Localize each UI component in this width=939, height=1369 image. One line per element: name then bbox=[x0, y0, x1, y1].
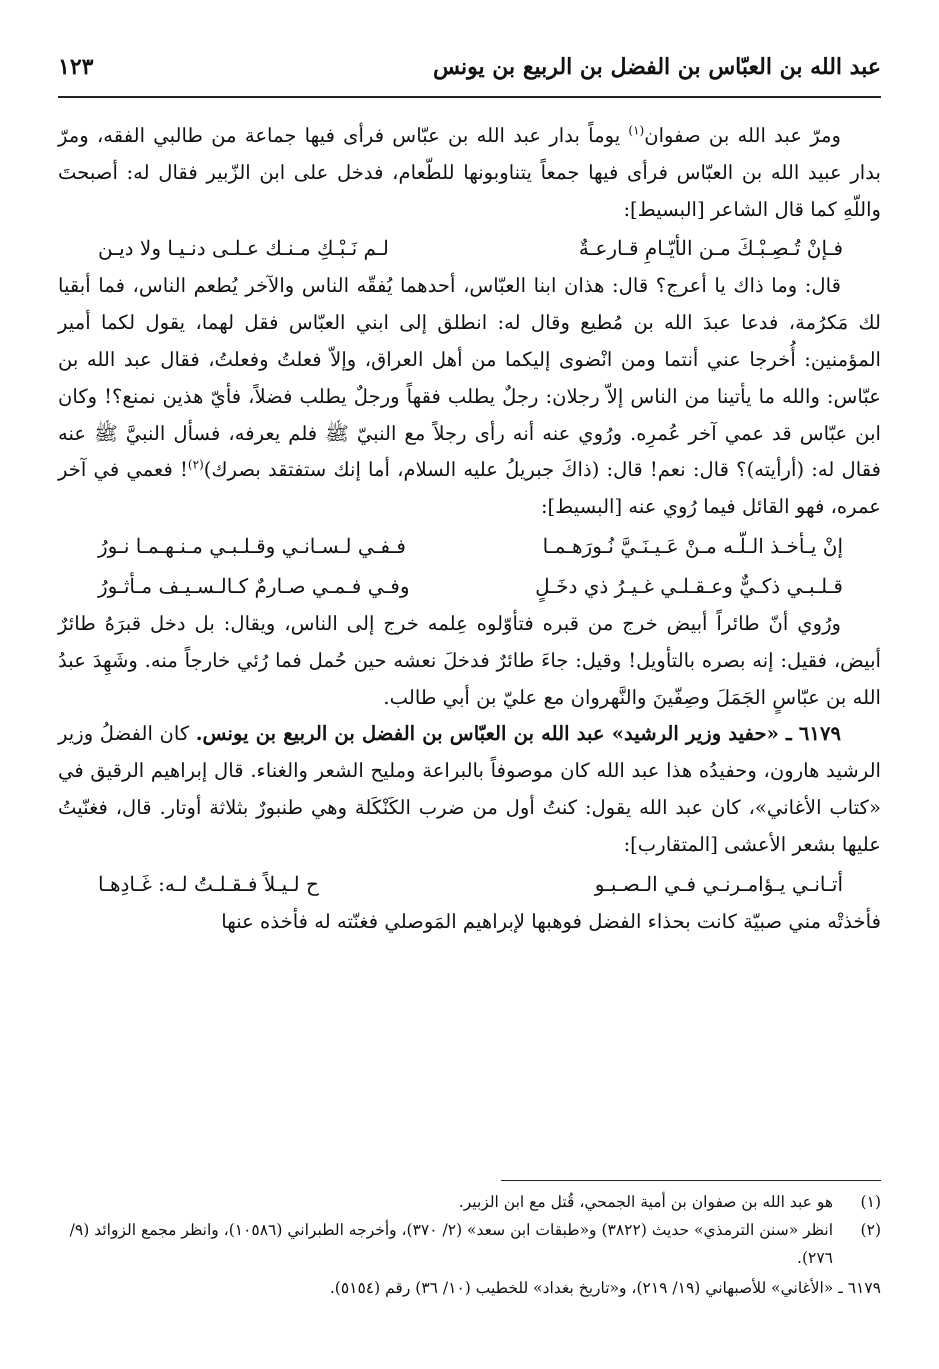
footnote-number: (٢) bbox=[860, 1221, 881, 1239]
footnote-ref: (١) bbox=[628, 123, 645, 138]
verse-hemistich-first: إنْ يـأخـذ الـلّـه مـنْ عَـيـنَـيَّ نُـورَهـمـا bbox=[542, 533, 843, 558]
footnote-text: هو عبد الله بن صفوان بن أمية الجمحي، قُتل مع ابن الزبير. bbox=[458, 1193, 833, 1211]
verse-line bbox=[58, 526, 881, 566]
verse-hemistich-second: وفـي فـمـي صـارمٌ كـالـسـيـف مـأثـورُ bbox=[98, 573, 410, 598]
verse-line bbox=[58, 566, 881, 606]
paragraph: فأخذتْه مني صبيّة كانت بحذاء الفضل فوهبها لإبراهيم المَوصلي فغنّته له فأخذه عنها bbox=[221, 909, 881, 933]
running-head bbox=[58, 54, 881, 80]
paragraph: ورُوي أنّ طائراً أبيض خرج من قبره فتأوّلوه عِلمه خرج إلى الناس، ويقال: بل دخل قبرَهُ طائرٌ أبيض، فقيل: إنه بصره بالتأويل! وقيل: جاءَ طائرٌ فدخلَ نعشه حين حُمل فما رُئي خارجاً منه. وشَهِدَ عبدُ الله بن عبّاسٍ الجَمَلَ وصِفّينَ والنَّهروان مع عليّ بن أبي طالب. bbox=[58, 611, 881, 709]
entry-title: ٦١٧٩ ـ «حفيد وزير الرشيد» عبد الله بن العبّاس بن الفضل بن الربيع بن يونس. bbox=[195, 722, 841, 746]
page-number: ١٢٣ bbox=[58, 54, 94, 80]
footnotes bbox=[58, 1188, 881, 1302]
main-text bbox=[58, 118, 881, 940]
verse-hemistich-second: لـم نَـبْـكِ مـنـك عـلـى دنـيـا ولا ديـن bbox=[98, 236, 389, 261]
footnote-rule bbox=[501, 1180, 881, 1181]
paragraph: ومرّ عبد الله بن صفوان$^{(١)}$ يوماً بدار عبد الله بن عبّاس فرأى فيها جماعة من طالبي الفقه، ومرّ بدار عبيد الله بن العبّاس فرأى فيها جمعاً يتناوبونها للطّعام، فدخل على ابن الزّبير فقال له: أصبحتَ واللّهِ كما قال الشاعر [البسيط]: bbox=[58, 123, 881, 221]
footnote bbox=[58, 1216, 881, 1272]
verse-hemistich-first: قـلـبـي ذكـيٌّ وعـقـلـي غـيـرُ ذي دخَـلٍ bbox=[535, 573, 843, 598]
entry-paragraph: ٦١٧٩ ـ «حفيد وزير الرشيد» عبد الله بن العبّاس بن الفضل بن الربيع بن يونس. كان الفضلُ وزير الرشيد هارون، وحفيدُه هذا عبد الله كان موصوفاً بالبراعة ومليح الشعر والغناء. قال إبراهيم الرقيق في «كتاب الأغاني»، كان عبد الله يقول: كنتُ أول من ضرب الكَنْكَلة وهي طنبورٌ بثلاثة أوتار. قال، فغنّيتُ عليها بشعر الأعشى [المتقارب]: bbox=[58, 722, 881, 856]
page bbox=[58, 0, 881, 1369]
footnote-text: انظر «سنن الترمذي» حديث (٣٨٢٢) و«طبقات ابن سعد» (٢/ ٣٧٠)، وأخرجه الطبراني (١٠٥٨٦)، وانظر مجمع الزوائد (٩/ ٢٧٦). bbox=[69, 1221, 833, 1267]
verse-hemistich-first: فـإنْ تُـصِـبْـكَ مـن الأيّـامِ قـارعـةٌ bbox=[578, 236, 843, 261]
verse-hemistich-first: أتـانـي يـؤامـرنـي فـي الـصـبـو bbox=[594, 871, 843, 896]
footnote bbox=[58, 1188, 881, 1216]
header-rule bbox=[58, 96, 881, 98]
verse-line bbox=[58, 864, 881, 904]
verse-line bbox=[58, 228, 881, 268]
verse-hemistich-second: فـفـي لـسـانـي وقـلـبـي مـنـهـمـا نـورُ bbox=[98, 533, 406, 558]
source-note: ٦١٧٩ ـ «الأغاني» للأصبهاني (١٩/ ٢١٩)، و«تاريخ بغداد» للخطيب (١٠/ ٣٦) رقم (٥١٥٤). bbox=[329, 1279, 881, 1297]
footnote-ref: (٢) bbox=[187, 457, 204, 472]
verse-hemistich-second: ح لـيـلاً فـقـلـتُ لـه: غَـادِهـا bbox=[98, 871, 319, 896]
paragraph: قال: وما ذاك يا أعرج؟ قال: هذان ابنا العبّاس، أحدهما يُفقّه الناس والآخر يُطعم الناس، فما أبقيا لك مَكرُمة، فدعا عبدَ الله بن مُطيع وقال له: انطلق إلى ابني العبّاس فقل لهما، يقول لكما أمير المؤمنين: أُخرجا عني أنتما ومن انْضوى إليكما من أهل العراق، وإلاّ فعلتُ وفعلتُ، فقال عبد الله بن عبّاس: والله ما يأتينا من الناس إلاّ رجلان: رجلٌ يطلب فقهاً ورجلٌ يطلب فضلاً، فأيّ هذين نمنع؟! وكان ابن عبّاس قد عمي آخر عُمرِه. ورُوي عنه أنه رأى رجلاً مع النبيّ ﷺ فلم يعرفه، فسأل النبيَّ ﷺ عنه فقال له: (أرأيته)؟ قال: نعم! قال: (ذاكَ جبريلُ عليه السلام، أما إنك ستفتقد بصرك)$^{(٢)}$! فعمي في آخر عمره، فهو القائل فيما رُوي عنه [البسيط]: bbox=[58, 274, 881, 519]
running-title: عبد الله بن العبّاس بن الفضل بن الربيع بن يونس bbox=[432, 54, 881, 80]
footnote-number: (١) bbox=[860, 1193, 881, 1211]
